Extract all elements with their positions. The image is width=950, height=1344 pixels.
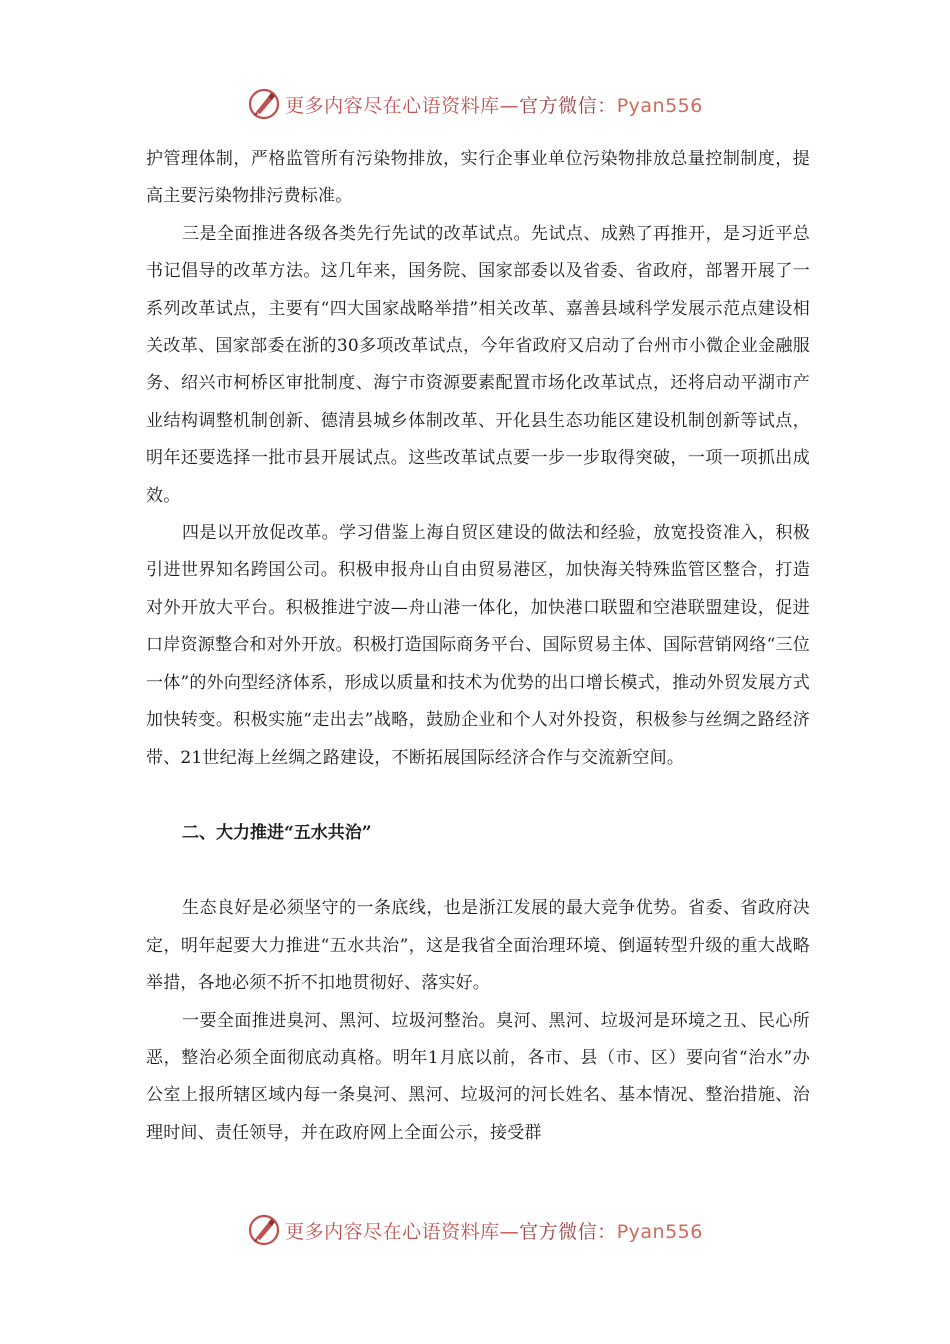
paragraph-5: 一要全面推进臭河、黑河、垃圾河整治。臭河、黑河、垃圾河是环境之丑、民心所恶，整治必须全面彻底动真格。明年1月底以前，各市、县（市、区）要向省“治水”办公室上报所辖区域内每一条臭河、黑河、垃圾河的河长姓名、基本情况、整治措施、治理时间、责任领导，并在政府网上全面公示，接受群 xyxy=(146,1010,810,1143)
footer-banner-dash: — xyxy=(499,1220,520,1243)
header-banner-wechat-id: Pyan556 xyxy=(616,94,703,117)
paragraph-3: 四是以开放促改革。学习借鉴上海自贸区建设的做法和经验，放宽投资准入，积极引进世界知名跨国公司。积极申报舟山自由贸易港区，加快海关特殊监管区整合，打造对外开放大平台。积极推进宁波—舟山港一体化，加快港口联盟和空港联盟建设，促进口岸资源整合和对外开放。积极打造国际商务平台、国际贸易主体、国际营销网络“三位一体”的外向型经济体系，形成以质量和技术为优势的出口增长模式，推动外贸发展方式加快转变。积极实施“走出去”战略，鼓励企业和个人对外投资，积极参与丝绸之路经济带、21世纪海上丝绸之路建设，不断拓展国际经济合作与交流新空间。 xyxy=(146,523,810,768)
footer-banner-text xyxy=(285,1217,703,1244)
footer-banner-main: 更多内容尽在心语资料库 xyxy=(285,1220,500,1243)
header-banner xyxy=(0,84,950,124)
pen-nib-logo-icon xyxy=(247,87,281,121)
footer-banner xyxy=(0,1210,950,1250)
header-banner-main: 更多内容尽在心语资料库 xyxy=(285,94,500,117)
paragraph-2: 三是全面推进各级各类先行先试的改革试点。先试点、成熟了再推开，是习近平总书记倡导的改革方法。这几年来，国务院、国家部委以及省委、省政府，部署开展了一系列改革试点，主要有“四大国家战略举措”相关改革、嘉善县域科学发展示范点建设相关改革、国家部委在浙的30多项改革试点，今年省政府又启动了台州市小微企业金融服务、绍兴市柯桥区审批制度、海宁市资源要素配置市场化改革试点，还将启动平湖市产业结构调整机制创新、德清县城乡体制改革、开化县生态功能区建设机制创新等试点，明年还要选择一批市县开展试点。这些改革试点要一步一步取得突破，一项一项抓出成效。 xyxy=(146,223,810,506)
section-heading: 二、大力推进“五水共治” xyxy=(182,822,372,843)
footer-banner-wechat-id: Pyan556 xyxy=(616,1220,703,1243)
document-body xyxy=(146,141,810,1152)
header-banner-text xyxy=(285,91,703,118)
paragraph-4: 生态良好是必须坚守的一条底线，也是浙江发展的最大竞争优势。省委、省政府决定，明年起要大力推进“五水共治”，这是我省全面治理环境、倒逼转型升级的重大战略举措，各地必须不折不扣地贯彻好、落实好。 xyxy=(146,898,810,994)
header-banner-wechat-label: 官方微信： xyxy=(519,94,617,117)
paragraph-1: 护管理体制，严格监管所有污染物排放，实行企事业单位污染物排放总量控制制度，提高主要污染物排污费标准。 xyxy=(146,149,810,207)
header-banner-dash: — xyxy=(499,94,520,117)
footer-banner-wechat-label: 官方微信： xyxy=(519,1220,617,1243)
pen-nib-logo-icon xyxy=(247,1213,281,1247)
